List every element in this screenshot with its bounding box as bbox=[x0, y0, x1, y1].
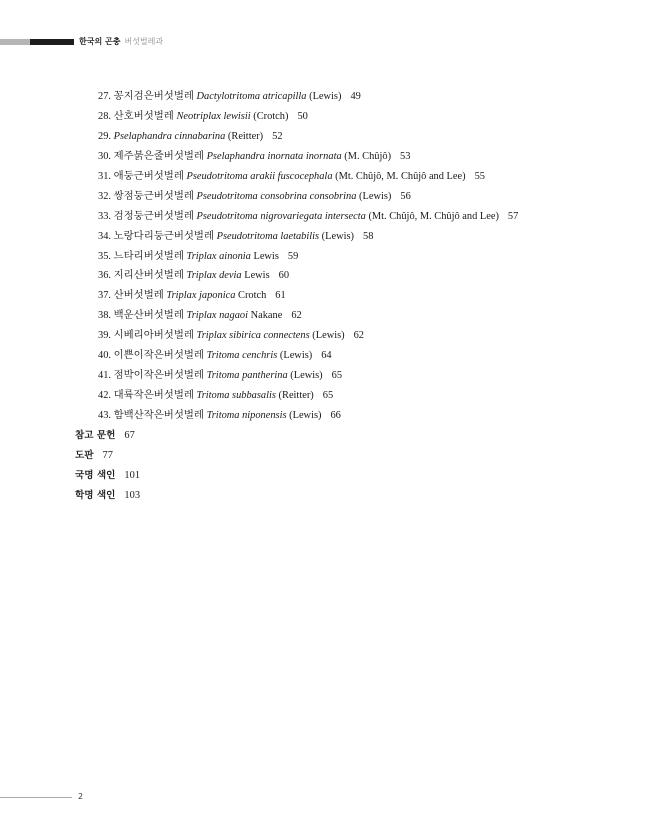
footer-rule bbox=[0, 797, 72, 798]
scientific-name: Triplax sibirica connectens bbox=[196, 330, 310, 342]
scientific-name: Neotriplax lewisii bbox=[176, 110, 251, 122]
toc-section[interactable] bbox=[0, 426, 652, 446]
korean-name: 시베리아버섯벌레 bbox=[113, 330, 194, 342]
author-name: (Crotch) bbox=[253, 110, 289, 122]
toc-entry[interactable] bbox=[0, 346, 652, 366]
author-name: (Lewis) bbox=[359, 190, 392, 202]
page-number: 2 bbox=[78, 792, 84, 801]
scientific-name: Tritoma cenchris bbox=[206, 350, 278, 362]
entry-number: 37. bbox=[98, 290, 111, 302]
korean-name: 노랑다리둥근버섯벌레 bbox=[113, 230, 214, 242]
table-of-contents bbox=[0, 87, 652, 506]
toc-entry[interactable] bbox=[0, 326, 652, 346]
author-name: Nakane bbox=[250, 310, 283, 322]
entry-number: 28. bbox=[98, 110, 111, 122]
toc-entry[interactable] bbox=[0, 167, 652, 187]
entry-page: 57 bbox=[507, 210, 519, 222]
author-name: (Lewis) bbox=[309, 91, 342, 102]
entry-number: 34. bbox=[98, 230, 111, 242]
entry-number: 35. bbox=[98, 250, 111, 262]
section-label: 국명 색인 bbox=[75, 469, 116, 481]
toc-entry[interactable] bbox=[0, 247, 652, 267]
entry-number: 39. bbox=[98, 330, 111, 342]
entry-page: 59 bbox=[287, 250, 299, 262]
entry-number: 40. bbox=[98, 350, 111, 362]
running-header bbox=[0, 36, 300, 48]
toc-entry[interactable] bbox=[0, 266, 652, 286]
korean-name: 함백산작은버섯벌레 bbox=[113, 410, 204, 421]
book-subtitle: 버섯벌레과 bbox=[124, 37, 164, 46]
toc-entry[interactable] bbox=[0, 87, 652, 107]
section-page: 77 bbox=[102, 449, 113, 461]
korean-name: 점박이작은버섯벌레 bbox=[113, 370, 204, 382]
scientific-name: Pseudotritoma nigrovariegata intersecta bbox=[196, 210, 366, 222]
korean-name: 이쁜이작은버섯벌레 bbox=[113, 350, 204, 362]
author-name: Lewis bbox=[244, 270, 270, 282]
header-bar-dark bbox=[30, 39, 74, 45]
author-name: (Lewis) bbox=[312, 330, 345, 342]
author-name: (Lewis) bbox=[279, 350, 313, 362]
section-page: 101 bbox=[124, 469, 141, 481]
entry-number: 29. bbox=[98, 130, 111, 142]
korean-name: 쌍점둥근버섯벌레 bbox=[113, 190, 194, 202]
author-name: (M. Chûjô) bbox=[344, 150, 392, 162]
scientific-name: Dactylotritoma atricapilla bbox=[196, 91, 307, 102]
section-label: 참고 문헌 bbox=[75, 429, 116, 441]
author-name: (Reitter) bbox=[227, 130, 264, 142]
author-name: (Lewis) bbox=[290, 370, 323, 382]
section-label: 학명 색인 bbox=[75, 489, 116, 501]
entry-number: 31. bbox=[98, 170, 111, 182]
toc-entry[interactable] bbox=[0, 187, 652, 207]
entry-page: 52 bbox=[272, 130, 283, 142]
entry-number: 33. bbox=[98, 210, 111, 222]
korean-name: 대륙작은버섯벌레 bbox=[113, 390, 194, 402]
toc-section[interactable] bbox=[0, 466, 652, 486]
toc-entry[interactable] bbox=[0, 107, 652, 127]
entry-page: 65 bbox=[322, 390, 334, 402]
header-bar-light bbox=[0, 39, 30, 45]
entry-number: 41. bbox=[98, 370, 111, 382]
scientific-name: Triplax nagaoi bbox=[186, 310, 248, 322]
toc-entry[interactable] bbox=[0, 127, 652, 147]
entry-page: 53 bbox=[400, 150, 411, 162]
toc-entry[interactable] bbox=[0, 366, 652, 386]
korean-name: 산버섯벌레 bbox=[113, 290, 164, 302]
korean-name: 백운산버섯벌레 bbox=[113, 310, 184, 322]
korean-name: 지리산버섯벌레 bbox=[113, 270, 184, 282]
scientific-name: Triplax japonica bbox=[166, 290, 236, 302]
entry-number: 32. bbox=[98, 190, 111, 202]
section-label: 도판 bbox=[75, 449, 94, 461]
entry-page: 62 bbox=[291, 310, 302, 322]
section-page: 103 bbox=[124, 489, 141, 501]
entry-number: 36. bbox=[98, 270, 111, 282]
author-name: (Mt. Chûjô, M. Chûjô and Lee) bbox=[335, 170, 466, 182]
entry-page: 66 bbox=[330, 410, 341, 421]
korean-name: 검정둥근버섯벌레 bbox=[113, 210, 194, 222]
scientific-name: Pseudotritoma consobrina consobrina bbox=[196, 190, 357, 202]
toc-entry[interactable] bbox=[0, 406, 652, 426]
entry-page: 56 bbox=[400, 190, 411, 202]
entry-page: 64 bbox=[321, 350, 332, 362]
toc-entry[interactable] bbox=[0, 306, 652, 326]
korean-name: 느타리버섯벌레 bbox=[113, 250, 184, 262]
author-name: (Lewis) bbox=[289, 410, 322, 421]
scientific-name: Tritoma pantherina bbox=[206, 370, 288, 382]
author-name: (Mt. Chûjô, M. Chûjô and Lee) bbox=[368, 210, 499, 222]
toc-entry[interactable] bbox=[0, 386, 652, 406]
entry-page: 62 bbox=[353, 330, 364, 342]
scientific-name: Pseudotritoma laetabilis bbox=[216, 230, 320, 242]
entry-page: 58 bbox=[363, 230, 374, 242]
entry-number: 38. bbox=[98, 310, 111, 322]
author-name: (Reitter) bbox=[278, 390, 314, 402]
section-page: 67 bbox=[124, 429, 135, 441]
author-name: Lewis bbox=[253, 250, 279, 262]
toc-entry[interactable] bbox=[0, 286, 652, 306]
toc-entry[interactable] bbox=[0, 207, 652, 227]
entry-page: 60 bbox=[278, 270, 290, 282]
toc-section[interactable] bbox=[0, 486, 652, 506]
header-title bbox=[79, 36, 163, 48]
entry-number: 30. bbox=[98, 150, 111, 162]
scientific-name: Tritoma niponensis bbox=[206, 410, 287, 421]
author-name: (Lewis) bbox=[321, 230, 354, 242]
entry-page: 55 bbox=[474, 170, 485, 182]
entry-page: 49 bbox=[350, 91, 361, 102]
author-name: Crotch bbox=[238, 290, 267, 302]
entry-page: 61 bbox=[275, 290, 286, 302]
toc-entry[interactable] bbox=[0, 227, 652, 247]
entry-page: 50 bbox=[297, 110, 308, 122]
scientific-name: Pseudotritoma arakii fuscocephala bbox=[186, 170, 333, 182]
scientific-name: Pselaphandra inornata inornata bbox=[206, 150, 342, 162]
toc-entry[interactable] bbox=[0, 147, 652, 167]
scientific-name: Triplax devia bbox=[186, 270, 242, 282]
korean-name: 제주붉은줄버섯벌레 bbox=[113, 150, 204, 162]
entry-number: 42. bbox=[98, 390, 111, 402]
entry-number: 27. bbox=[98, 91, 111, 102]
toc-section[interactable] bbox=[0, 446, 652, 466]
scientific-name: Pselaphandra cinnabarina bbox=[113, 130, 226, 142]
korean-name: 꽁지검은버섯벌레 bbox=[113, 91, 194, 102]
scientific-name: Triplax ainonia bbox=[186, 250, 251, 262]
scientific-name: Tritoma subbasalis bbox=[196, 390, 276, 402]
entry-page: 65 bbox=[331, 370, 343, 382]
entry-number: 43. bbox=[98, 410, 111, 421]
korean-name: 애둥근버섯벌레 bbox=[113, 170, 184, 182]
book-title: 한국의 곤충 bbox=[79, 37, 121, 46]
korean-name: 산호버섯벌레 bbox=[113, 110, 174, 122]
